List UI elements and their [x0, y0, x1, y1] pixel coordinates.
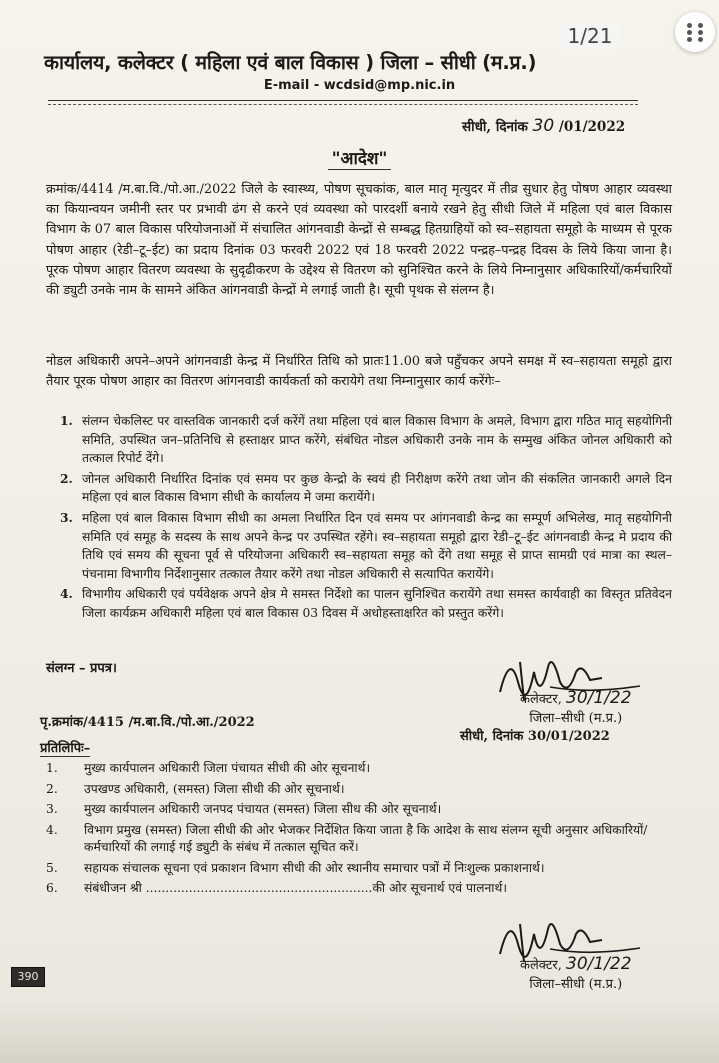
copy-item: 5. सहायक संचालक सूचना एवं प्रकाशन विभाग सीधी की ओर स्थानीय समाचार पत्रों में निःशुल्क प्रकाशनार्थ। [46, 860, 545, 875]
copy-item: 4. विभाग प्रमुख (समस्त) जिला सीधी की ओर भेजकर निर्देशित किया जाता है कि आदेश के साथ संलग्न सूची अनुसार अधिकारियों/कर्मचारियों की लगाई गई ड्युटी के संबंध में तत्काल सूचित करें। [46, 822, 648, 854]
duty-list [60, 412, 672, 625]
page-number-stamp: 390 [11, 967, 45, 987]
collector-signature-block: कलेक्टर, 30/1/22 जिला–सीधी (म.प्र.) [520, 688, 632, 726]
collector-signature-block-2: कलेक्टर, 30/1/22 जिला–सीधी (म.प्र.) [520, 954, 632, 992]
office-email: E-mail - wcdsid@mp.nic.in [263, 78, 456, 93]
endorsement-reference: पृ.क्रमांक/4415 /म.बा.वि./पो.आ./2022 सीधी, दिनांक 30/01/2022 [40, 715, 610, 744]
order-paragraph-2: नोडल अधिकारी अपने–अपने आंगनवाडी केन्द्र में निर्धारित तिथि को प्रातः11.00 बजे पहुँचकर अपने समक्ष में स्व–सहायता समूहो द्वारा तैयार पूरक पोषण आहार का वितरण आंगनवाडी कार्यकर्ता को करायेगे तथा निम्नानुसार कार्य करेंगेः– [46, 354, 672, 390]
paper-shadow [0, 1000, 719, 1063]
copy-item: 2. उपखण्ड अधिकारी, (समस्त) जिला सीधी की ओर सूचनार्थ। [46, 781, 345, 796]
handwritten-sign-date-2: 30/1/22 [566, 954, 632, 974]
duty-item: 1. संलग्न चेकलिस्ट पर वास्तविक जानकारी दर्ज करेंगें तथा महिला एवं बाल विकास विभाग के अमले, विभाग द्वारा गठित मातृ सहयोगिनी समिति, उपस्थित जन–प्रतिनिधि से हस्ताक्षर प्राप्त करेंगे, संबंधित नोडल अधिकारी उनके नाम के सम्मुख अंकित जोनल अधिकारी को तत्काल रिपोर्ट देंगे। [60, 413, 672, 466]
copy-item: 3. मुख्य कार्यपालन अधिकारी जनपद पंचायत (समस्त) जिला सीध की ओर सूचनार्थ। [46, 802, 442, 816]
duty-item: 3. महिला एवं बाल विकास विभाग सीधी का अमला निर्धारित दिन एवं समय पर आंगनवाडी केन्द्र का सम्पूर्ण अभिलेख, मातृ सहयोगिनी समिति एवं समूह के सदस्य के साथ अपने केन्द्र पर उपस्थित रहेंगे। स्व–सहायता समूहो द्वारा रेडी–टू–ईट आंगनवाडी केन्द्र मे प्रदाय की तिथि एवं समय की सूचना पूर्व से परियोजना अधिकारी स्व–सहायता समूह को देंगे तथा समूह से प्राप्त सामग्री एवं मात्रा का स्थल–पंचनामा विभागीय निर्देशानुसार तत्काल तैयार करेंगे तथा नोडल अधिकारी से सत्यापित करायेंगे। [60, 509, 672, 581]
copy-item: 6. संबंधीजन श्री ..........................................................की ओर सूचनार्थ एवं पालनार्थ। [46, 881, 507, 895]
enclosure-note: संलग्न – प्रपत्र। [46, 661, 117, 676]
order-title: "आदेश" [0, 146, 719, 169]
page-indicator: 1/21 [560, 22, 620, 50]
duty-item: 2. जोनल अधिकारी निर्धारित दिनांक एवं समय पर कुछ केन्द्रो के स्वयं ही निरीक्षण करेंगे तथा जोन की संकलित जानकारी अगले दिन महिला एवं बाल विकास विभाग सीधी के कार्यालय मे जमा करायेंगे। [60, 470, 672, 505]
header-rule-dashed [48, 104, 638, 105]
order-paragraph-1: क्रमांक/4414 /म.बा.वि./पो.आ./2022 जिले के स्वास्थ्य, पोषण सूचकांक, बाल मातृ मृत्युदर में तीव्र सुधार हेतु पोषण आहार व्यवस्था का कियान्वयन जमीनी स्तर पर प्रभावी ढंग से करने एवं व्यवस्था को पारदर्शी बनाये रखने हेतु सीधी जिले में महिला एवं बाल विकास विभाग के 07 बाल विकास परियोजनाओं में संचालित आंगनवाडी केन्द्रों से सम्बद्ध हितग्राहियों को स्व–सहायता समूहो के माध्यम से पूरक पोषण आहार (रेडी–टू–ईट) का प्रदाय दिनांक 03 फरवरी 2022 एवं 18 फरवरी 2022 पन्द्रह–पन्द्रह दिवस के लिये किया जाना है। पूरक पोषण आहार वितरण व्यवस्था के सुदृढीकरण के उद्देश्य से वितरण को सुनिश्चित करने के लिये निम्नानुसार अधिकारियों/कर्मचारियों की ड्युटी उनके नाम के सामने अंकित आंगनवाडी केन्द्रों मे लगाई जाती है। सूची पृथक से संलग्न है। [46, 182, 672, 299]
office-header: कार्यालय, कलेक्टर ( महिला एवं बाल विकास ) जिला – सीधी (म.प्र.) [44, 51, 537, 74]
header-rule [48, 100, 638, 101]
handwritten-sign-date: 30/1/22 [566, 688, 632, 708]
order-date: सीधी, दिनांक 30 /01/2022 [462, 116, 626, 136]
copy-to-list [46, 760, 662, 901]
more-options-icon[interactable] [675, 12, 715, 52]
handwritten-day: 30 [532, 116, 555, 136]
copy-to-label: प्रतिलिपिः– [40, 738, 90, 757]
copy-item: 1. मुख्य कार्यपालन अधिकारी जिला पंचायत सीधी की ओर सूचनार्थ। [46, 761, 371, 775]
endorsement-date: सीधी, दिनांक 30/01/2022 [460, 729, 610, 744]
duty-item: 4. विभागीय अधिकारी एवं पर्यवेक्षक अपने क्षेत्र मे समस्त निर्देशो का पालन सुनिश्चित करायेंगे तथा समस्त कार्यवाही का विस्तृत प्रतिवेदन जिला कार्यक्रम अधिकारी महिला एवं बाल विकास 03 दिवस में अधोहस्ताक्षरित को प्रस्तुत करेंगे। [60, 586, 672, 620]
